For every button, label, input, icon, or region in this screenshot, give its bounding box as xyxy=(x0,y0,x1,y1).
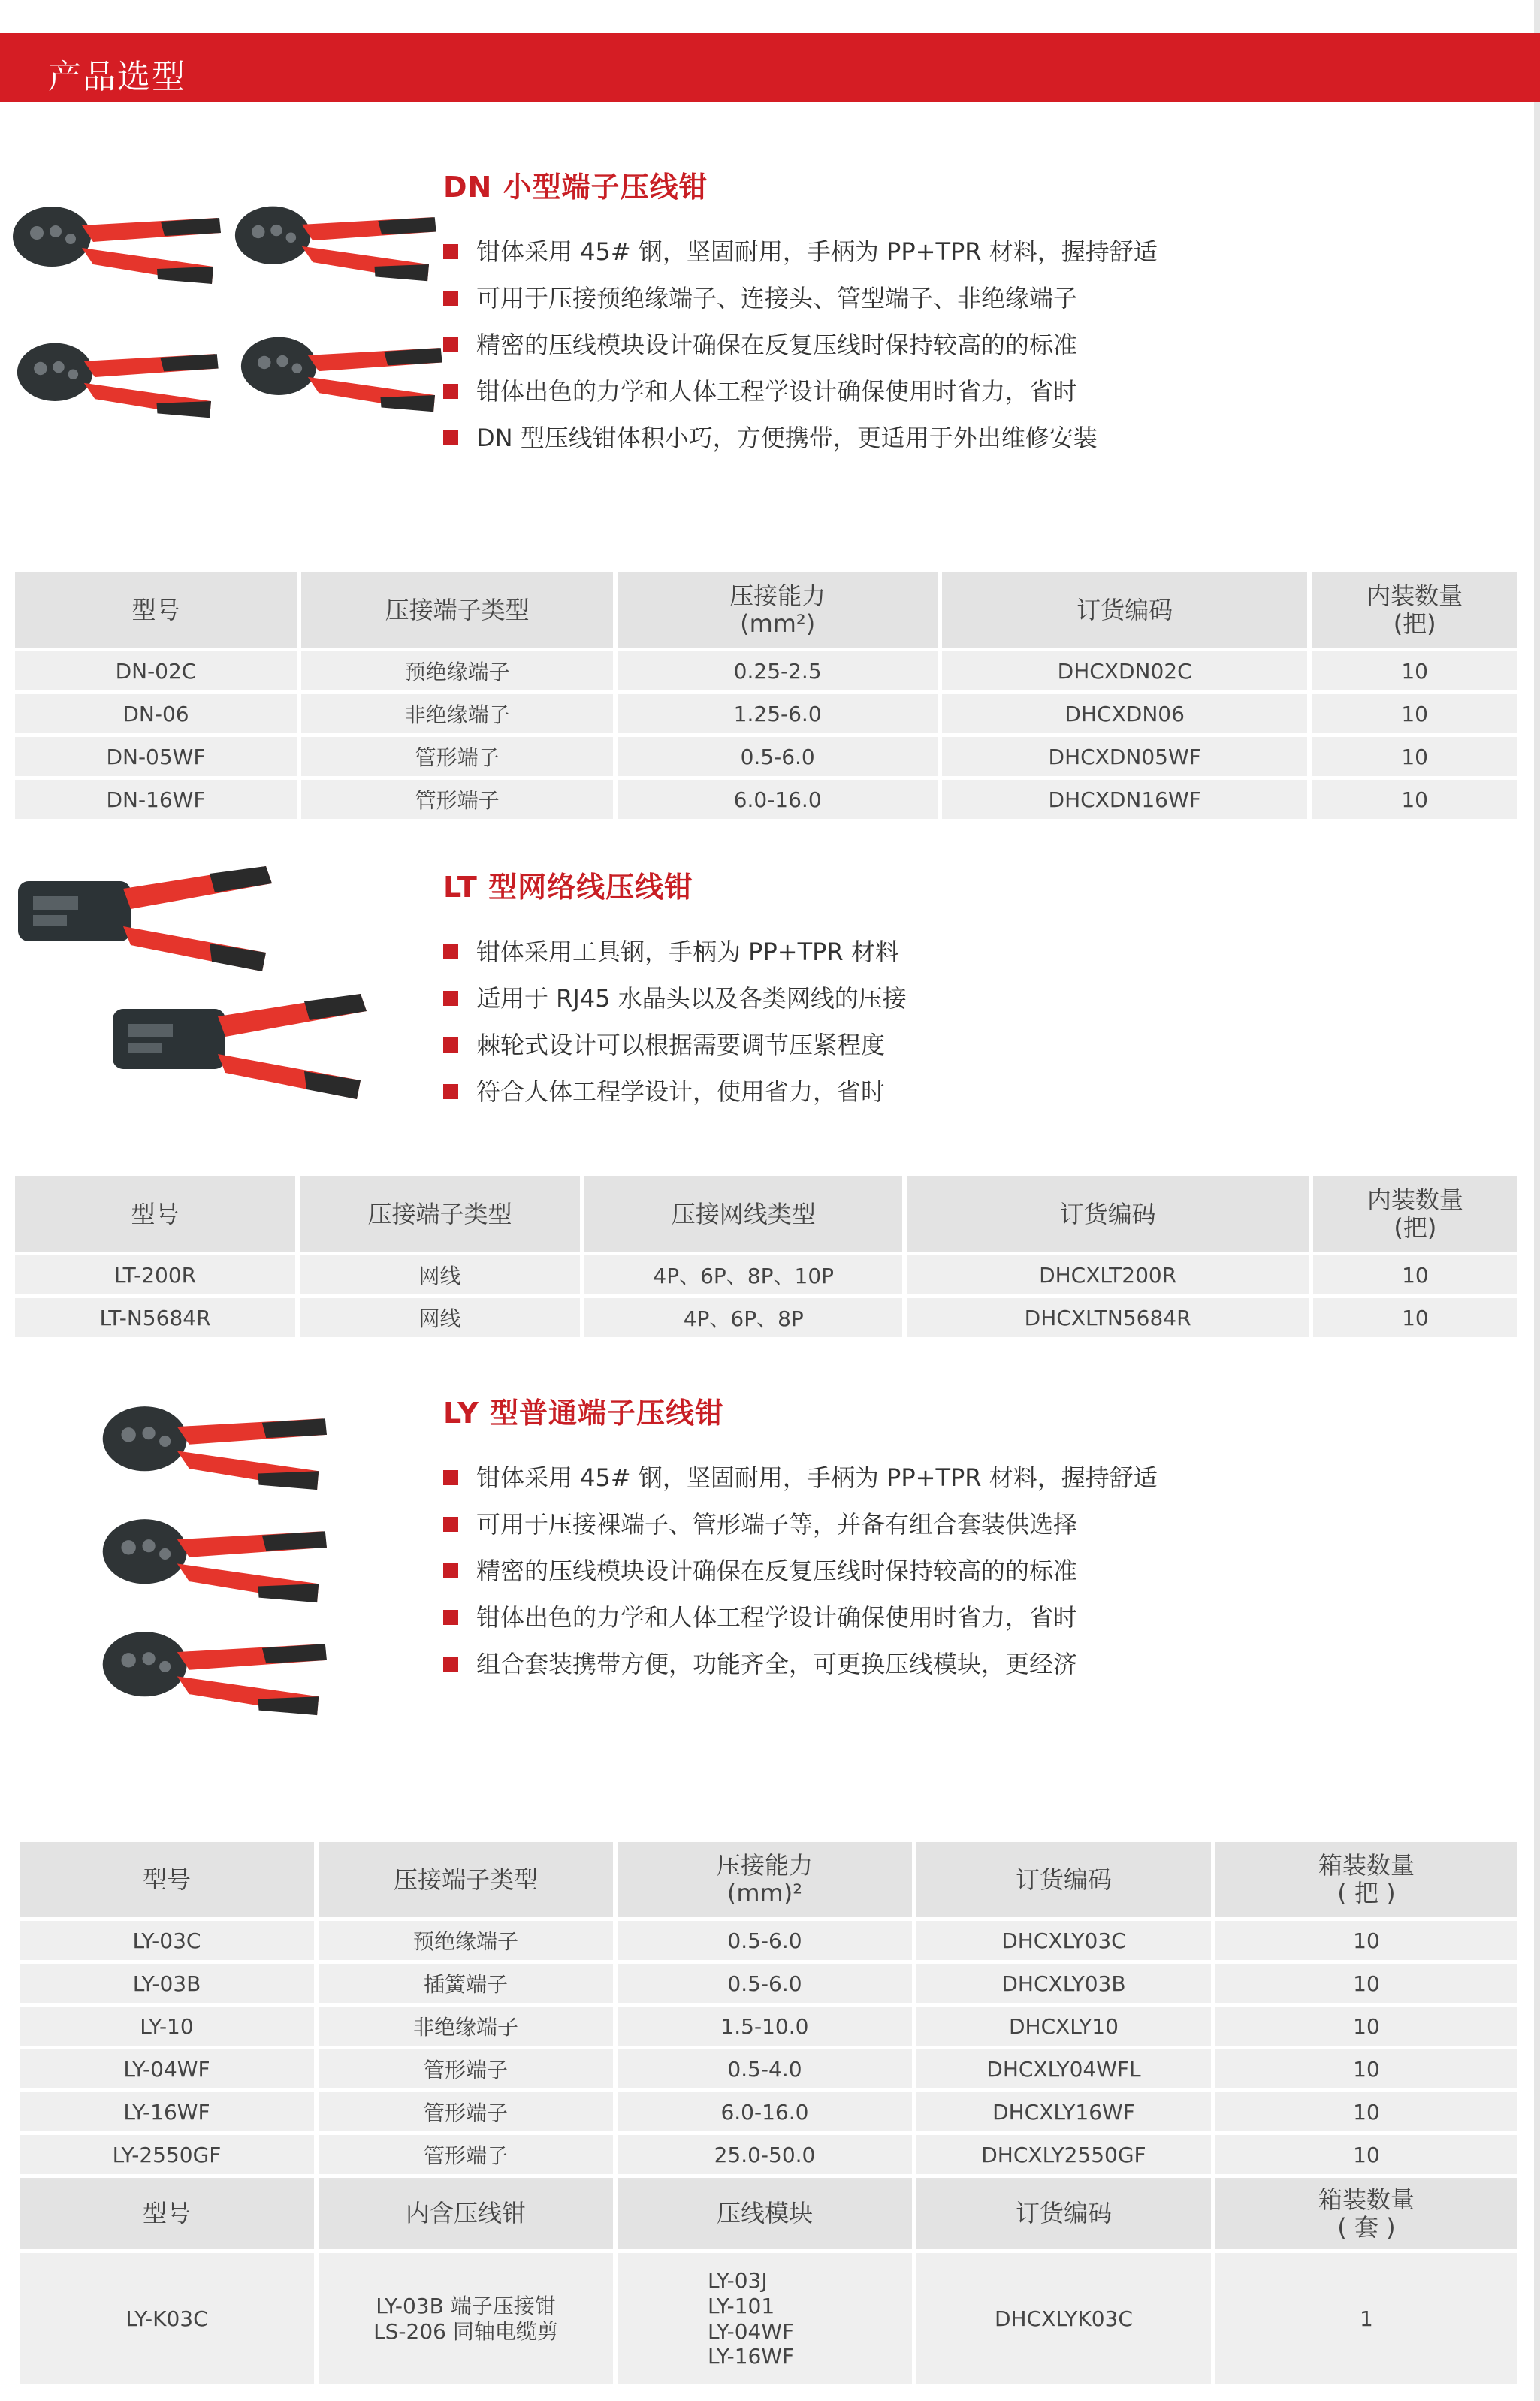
col-header: 压接网线类型 xyxy=(584,1176,902,1252)
table-cell: 管形端子 xyxy=(319,2088,613,2131)
table-row xyxy=(20,2131,1517,2174)
table-cell: 网线 xyxy=(300,1294,580,1337)
table-cell: 插簧端子 xyxy=(319,1960,613,2003)
table-header-row xyxy=(15,572,1517,648)
dn-plier-image-3 xyxy=(15,331,233,428)
table-cell: 0.5-4.0 xyxy=(618,2046,912,2088)
col-header: 压接端子类型 xyxy=(300,1176,580,1252)
table-cell: 预绝缘端子 xyxy=(301,648,613,690)
table-cell: DHCXDN02C xyxy=(942,648,1307,690)
table-cell: 10 xyxy=(1313,1252,1517,1294)
table-cell: LT-N5684R xyxy=(15,1294,295,1337)
table-cell: DN-05WF xyxy=(15,733,297,776)
table-cell: LY-16WF xyxy=(20,2088,314,2131)
table-cell: DN-06 xyxy=(15,690,297,733)
bullet-square-icon xyxy=(443,991,458,1006)
lt-section-title: LT 型网络线压线钳 xyxy=(443,871,694,904)
table-cell: 6.0-16.0 xyxy=(618,776,938,819)
table-cell: 6.0-16.0 xyxy=(618,2088,912,2131)
table-row xyxy=(15,648,1517,690)
table-cell: 1.25-6.0 xyxy=(618,690,938,733)
col-header: 内装数量 (把) xyxy=(1313,1176,1517,1252)
col-header: 订货编码 xyxy=(907,1176,1308,1252)
table-cell: 网线 xyxy=(300,1252,580,1294)
kit-header-row xyxy=(20,2174,1517,2249)
col-header: 压接能力 (mm)² xyxy=(618,1842,912,1917)
table-row xyxy=(20,2088,1517,2131)
dn-bullet: 可用于压接预绝缘端子、连接头、管型端子、非绝缘端子 xyxy=(443,275,1158,322)
table-cell: 预绝缘端子 xyxy=(319,1917,613,1960)
col-header: 订货编码 xyxy=(916,1842,1211,1917)
dn-bullet-list xyxy=(443,228,1158,461)
table-cell: LY-10 xyxy=(20,2003,314,2046)
table-cell: DHCXLY03B xyxy=(916,1960,1211,2003)
col-header: 箱装数量 ( 套 ) xyxy=(1215,2174,1517,2249)
ly-section-title: LY 型普通端子压线钳 xyxy=(443,1397,725,1430)
col-header: 箱装数量 ( 把 ) xyxy=(1215,1842,1517,1917)
table-row xyxy=(15,776,1517,819)
kit-modules-cell: LY-03J LY-101 LY-04WF LY-16WF xyxy=(618,2249,912,2384)
table-cell: 10 xyxy=(1215,1960,1517,2003)
table-cell: DHCXLY16WF xyxy=(916,2088,1211,2131)
lt-bullet: 棘轮式设计可以根据需要调节压紧程度 xyxy=(443,1022,907,1068)
table-cell: 10 xyxy=(1215,2046,1517,2088)
table-cell: 4P、6P、8P xyxy=(584,1294,902,1337)
table-cell: DHCXLY03C xyxy=(916,1917,1211,1960)
lt-bullet: 符合人体工程学设计，使用省力，省时 xyxy=(443,1068,907,1115)
bullet-square-icon xyxy=(443,1037,458,1053)
lt-plier-image-1 xyxy=(11,862,281,975)
col-header: 压接端子类型 xyxy=(301,572,613,648)
table-row xyxy=(15,1252,1517,1294)
dn-bullet: DN 型压线钳体积小巧，方便携带，更适用于外出维修安装 xyxy=(443,415,1158,461)
table-cell: 管形端子 xyxy=(301,733,613,776)
table-cell: 1.5-10.0 xyxy=(618,2003,912,2046)
kit-row xyxy=(20,2249,1517,2384)
col-header: 型号 xyxy=(20,2174,314,2249)
table-cell: LY-03C xyxy=(20,1917,314,1960)
kit-pliers-cell: LY-03B 端子压接钳 LS-206 同轴电缆剪 xyxy=(319,2249,613,2384)
table-row xyxy=(20,2003,1517,2046)
table-cell: 管形端子 xyxy=(301,776,613,819)
dn-bullet: 钳体采用 45# 钢，坚固耐用，手柄为 PP+TPR 材料，握持舒适 xyxy=(443,228,1158,275)
bullet-square-icon xyxy=(443,430,458,445)
dn-bullet: 钳体出色的力学和人体工程学设计确保使用时省力，省时 xyxy=(443,368,1158,415)
table-cell: DHCXLTN5684R xyxy=(907,1294,1308,1337)
table-header-row xyxy=(15,1176,1517,1252)
table-cell: 0.5-6.0 xyxy=(618,733,938,776)
dn-plier-image-4 xyxy=(239,325,457,422)
ly-plier-image-3 xyxy=(90,1620,353,1725)
col-header: 型号 xyxy=(20,1842,314,1917)
col-header: 型号 xyxy=(15,572,297,648)
table-cell: 10 xyxy=(1312,690,1517,733)
table-cell: 0.5-6.0 xyxy=(618,1917,912,1960)
col-header: 压线模块 xyxy=(618,2174,912,2249)
header-bar xyxy=(0,33,1540,102)
dn-bullet: 精密的压线模块设计确保在反复压线时保持较高的的标准 xyxy=(443,322,1158,368)
ly-bullet: 钳体出色的力学和人体工程学设计确保使用时省力，省时 xyxy=(443,1594,1158,1641)
ly-bullet: 可用于压接裸端子、管形端子等，并备有组合套装供选择 xyxy=(443,1501,1158,1548)
page-border xyxy=(1534,0,1540,2401)
table-row xyxy=(20,2046,1517,2088)
table-cell: 25.0-50.0 xyxy=(618,2131,912,2174)
table-cell: DHCXDN16WF xyxy=(942,776,1307,819)
table-cell: 10 xyxy=(1312,648,1517,690)
col-header: 压接能力 (mm²) xyxy=(618,572,938,648)
ly-bullet: 组合套装携带方便，功能齐全，可更换压线模块，更经济 xyxy=(443,1641,1158,1687)
bullet-square-icon xyxy=(443,1470,458,1485)
table-cell: DN-02C xyxy=(15,648,297,690)
table-cell: DHCXLY04WFL xyxy=(916,2046,1211,2088)
table-cell: LY-03B xyxy=(20,1960,314,2003)
table-cell: 非绝缘端子 xyxy=(301,690,613,733)
table-cell: 10 xyxy=(1215,1917,1517,1960)
col-header: 订货编码 xyxy=(942,572,1307,648)
table-row xyxy=(20,1960,1517,2003)
kit-qty-cell: 1 xyxy=(1215,2249,1517,2384)
table-cell: 10 xyxy=(1215,2131,1517,2174)
table-row xyxy=(20,1917,1517,1960)
lt-bullet: 钳体采用工具钢，手柄为 PP+TPR 材料 xyxy=(443,929,907,975)
bullet-square-icon xyxy=(443,1517,458,1532)
col-header: 压接端子类型 xyxy=(319,1842,613,1917)
table-cell: 4P、6P、8P、10P xyxy=(584,1252,902,1294)
bullet-square-icon xyxy=(443,291,458,306)
ly-spec-table xyxy=(15,1842,1522,2384)
table-row xyxy=(15,1294,1517,1337)
table-cell: DHCXDN06 xyxy=(942,690,1307,733)
dn-plier-image-1 xyxy=(11,195,236,293)
table-cell: LY-04WF xyxy=(20,2046,314,2088)
table-cell: 管形端子 xyxy=(319,2131,613,2174)
table-cell: DN-16WF xyxy=(15,776,297,819)
bullet-square-icon xyxy=(443,244,458,259)
table-cell: DHCXLY10 xyxy=(916,2003,1211,2046)
table-cell: 10 xyxy=(1312,776,1517,819)
table-row xyxy=(15,733,1517,776)
bullet-square-icon xyxy=(443,1657,458,1672)
table-cell: LY-2550GF xyxy=(20,2131,314,2174)
bullet-square-icon xyxy=(443,1084,458,1099)
table-cell: 管形端子 xyxy=(319,2046,613,2088)
dn-plier-image-2 xyxy=(233,194,451,291)
dn-spec-table xyxy=(11,572,1522,819)
dn-section-title: DN 小型端子压线钳 xyxy=(443,171,708,204)
table-cell: 0.5-6.0 xyxy=(618,1960,912,2003)
table-cell: 0.25-2.5 xyxy=(618,648,938,690)
bullet-square-icon xyxy=(443,337,458,352)
ly-bullet: 钳体采用 45# 钢，坚固耐用，手柄为 PP+TPR 材料，握持舒适 xyxy=(443,1454,1158,1501)
table-cell: 10 xyxy=(1215,2088,1517,2131)
lt-plier-image-2 xyxy=(113,990,368,1103)
ly-bullet-list xyxy=(443,1454,1158,1687)
table-cell: LT-200R xyxy=(15,1252,295,1294)
lt-spec-table xyxy=(11,1176,1522,1337)
bullet-square-icon xyxy=(443,944,458,959)
col-header: 内装数量 (把) xyxy=(1312,572,1517,648)
table-cell: 10 xyxy=(1215,2003,1517,2046)
lt-bullet-list xyxy=(443,929,907,1115)
col-header: 内含压线钳 xyxy=(319,2174,613,2249)
table-cell: 10 xyxy=(1313,1294,1517,1337)
ly-bullet: 精密的压线模块设计确保在反复压线时保持较高的的标准 xyxy=(443,1548,1158,1594)
table-cell: 10 xyxy=(1312,733,1517,776)
table-cell: 非绝缘端子 xyxy=(319,2003,613,2046)
ly-plier-image-2 xyxy=(90,1507,353,1612)
lt-bullet: 适用于 RJ45 水晶头以及各类网线的压接 xyxy=(443,975,907,1022)
bullet-square-icon xyxy=(443,1610,458,1625)
bullet-square-icon xyxy=(443,384,458,399)
col-header: 订货编码 xyxy=(916,2174,1211,2249)
kit-code-cell: DHCXLYK03C xyxy=(916,2249,1211,2384)
table-row xyxy=(15,690,1517,733)
table-cell: DHCXLY2550GF xyxy=(916,2131,1211,2174)
page-title: 产品选型 xyxy=(48,58,186,96)
col-header: 型号 xyxy=(15,1176,295,1252)
bullet-square-icon xyxy=(443,1563,458,1578)
table-cell: DHCXDN05WF xyxy=(942,733,1307,776)
ly-plier-image-1 xyxy=(90,1394,353,1499)
kit-model-cell: LY-K03C xyxy=(20,2249,314,2384)
table-header-row xyxy=(20,1842,1517,1917)
table-cell: DHCXLT200R xyxy=(907,1252,1308,1294)
